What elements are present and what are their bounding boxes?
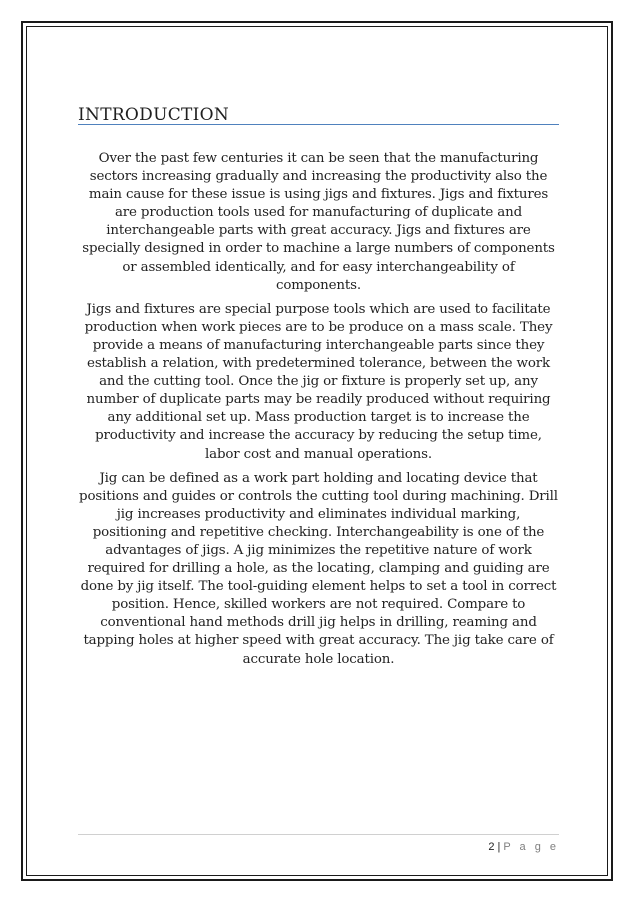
page-number: 2 bbox=[488, 841, 495, 853]
heading-underline bbox=[78, 124, 559, 125]
body-text bbox=[78, 150, 559, 675]
footer-separator: | bbox=[497, 841, 501, 853]
page-footer bbox=[400, 841, 559, 853]
page-label: P a g e bbox=[503, 841, 559, 853]
paragraph-1: Over the past few centuries it can be seen that the manufacturing sectors increasing gradually and increasing the productivity also the main cause for these issue is using jigs and fixtures. Jigs and fixtures are production tools used for manufacturing of duplicate and interchangeable parts with great accuracy. Jigs and fixtures are specially designed in order to machine a large numbers of components or assembled identically, and for easy interchangeability of components. bbox=[82, 151, 555, 293]
paragraph-2: Jigs and fixtures are special purpose tools which are used to facilitate production when work pieces are to be produce on a mass scale. They provide a means of manufacturing interchangeable parts since they establish a relation, with predetermined tolerance, between the work and the cutting tool. Once the jig or fixture is properly set up, any number of duplicate parts may be readily produced without requiring any additional set up. Mass production target is to increase the productivity and increase the accuracy by reducing the setup time, labor cost and manual operations. bbox=[84, 301, 553, 462]
paragraph-3: Jig can be defined as a work part holding and locating device that positions and guides or controls the cutting tool during machining. Drill jig increases productivity and eliminates individual marking, positioning and repetitive checking. Interchangeability is one of the advantages of jigs. A jig minimizes the repetitive nature of work required for drilling a hole, as the locating, clamping and guiding are done by jig itself. The tool-guiding element helps to set a tool in correct position. Hence, skilled workers are not required. Compare to conventional hand methods drill jig helps in drilling, reaming and tapping holes at higher speed with great accuracy. The jig take care of accurate hole location. bbox=[79, 470, 558, 667]
section-heading: INTRODUCTION bbox=[78, 105, 230, 125]
footer-divider bbox=[78, 834, 559, 835]
